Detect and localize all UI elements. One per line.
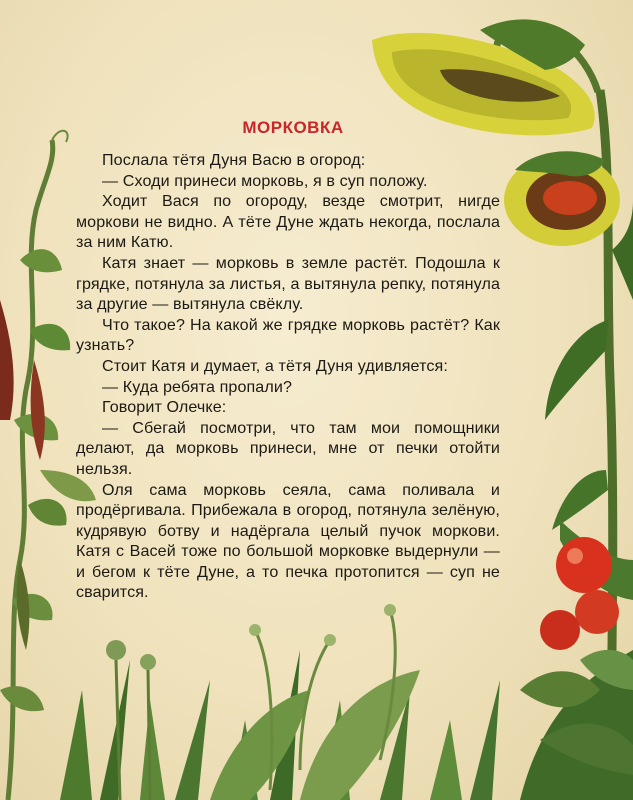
paragraph: Стоит Катя и думает, а тётя Дуня удивляется: — [102, 356, 448, 375]
tomato-plant-icon — [520, 520, 633, 800]
paragraph: Говорит Олечке: — [102, 398, 227, 417]
paragraph: Оля сама морковь сеяла, сама поливала и продёргивала. Прибежала в огород, потянула зелёную, кудрявую ботву и надёргала целый пучок моркови. Катя с Васей тоже по большой морковке выдернули — и бегом к тёте Дуне, а то печка протопится — суп не сварится. — [76, 480, 500, 602]
paragraph: — Сходи принеси морковь, я в суп положу. — [102, 171, 428, 190]
story-text — [76, 118, 500, 603]
story-title: МОРКОВКА — [242, 118, 344, 137]
grass-icon — [60, 604, 500, 800]
paragraph: Катя знает — морковь в земле растёт. Подошла к грядке, потянула за листья, а вытянула репку, потянула за другие — вытянула свёклу. — [76, 253, 500, 314]
paragraph: — Куда ребята пропали? — [102, 377, 292, 396]
paragraph: Послала тётя Дуня Васю в огород: — [102, 151, 366, 169]
paragraph: — Сбегай посмотри, что там мои помощники делают, да морковь принеси, мне от печки отойти нельзя. — [76, 418, 500, 478]
paragraph: Что такое? На какой же грядке морковь растёт? Как узнать? — [76, 315, 500, 355]
paragraph: Ходит Вася по огороду, везде смотрит, нигде моркови не видно. А тёте Дуне ждать некогда, послала за ним Катю. — [76, 192, 500, 252]
